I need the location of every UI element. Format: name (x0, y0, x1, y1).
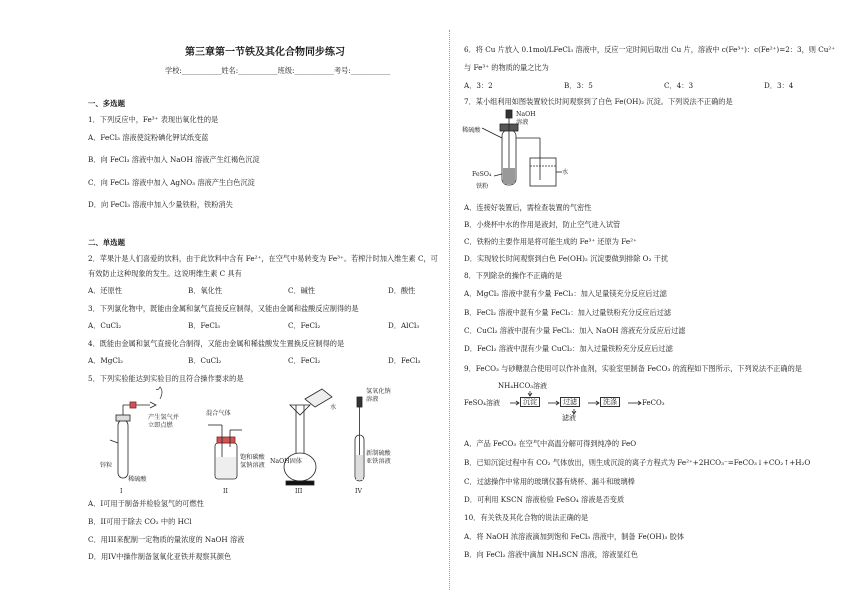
q5-option-a: A．I可用于制备并检验氢气的可燃性 (88, 499, 204, 508)
fig-label-zinc: 锌粒 (100, 462, 113, 469)
flow-arrows (464, 382, 724, 422)
q8-option-b: B．FeCl₂ 溶液中混有少量 FeCl₃：加入过量铁粉充分反应后过滤 (464, 308, 672, 317)
q4-option-b: B．CuCl₂ (188, 356, 222, 365)
q4-option-a: A．MgCl₂ (88, 356, 124, 365)
q6-option-b: B．3：5 (564, 81, 593, 90)
q7-label-feso4: FeSO₄ (472, 171, 492, 178)
q1-option-a: A．FeCl₃ 溶液使淀粉碘化钾试纸变蓝 (88, 133, 209, 142)
fig-label-I: I (120, 488, 123, 495)
q7-label-dilute: 稀硫酸 (462, 127, 481, 134)
fig-label-water: 水 (330, 404, 337, 411)
q8-option-c: C．CuCl₂ 溶液中混有少量 FeCl₃：加入 NaOH 溶液充分反应后过滤 (464, 326, 686, 335)
flow-step-wash: 洗涤 (600, 397, 620, 407)
q7-option-b: B．小烧杯中水的作用是液封，防止空气进入试管 (464, 220, 621, 229)
q2-options (88, 287, 488, 295)
q1-option-d: D．向 FeCl₃ 溶液中加入少量铁粉，铁粉消失 (88, 200, 233, 209)
q3-option-b: B．FeCl₃ (188, 321, 220, 330)
q10-option-a: A．将 NaOH 浓溶液滴加到饱和 FeCl₃ 溶液中，制备 Fe(OH)₃ 胶体 (464, 532, 685, 541)
q2-option-d: D．酸性 (388, 286, 416, 295)
fig-label-III: III (295, 488, 303, 495)
q7-label-water: 水 (562, 169, 569, 176)
fig-label-naoh-solid: NaOH固体 (270, 458, 302, 465)
right-column (450, 0, 860, 608)
q4-option-c: C．FeCl₂ (288, 356, 321, 365)
section-multi-choice: 一、多选题 (88, 99, 125, 108)
q5-option-d: D．用IV中操作制备氢氧化亚铁并观察其颜色 (88, 552, 232, 561)
q7-label-naoh: NaOH (516, 111, 536, 118)
q8-stem: 8．下列除杂的操作不正确的是 (464, 271, 563, 280)
q9-option-d: D．可利用 KSCN 溶液检验 FeSO₄ 溶液是否变质 (464, 495, 625, 504)
q3-option-c: C．FeCl₂ (288, 321, 321, 330)
fig-label-ignite: 产生氢气并 (148, 414, 179, 421)
q6-option-c: C．4：3 (664, 81, 694, 90)
q3-option-a: A．CuCl₂ (88, 321, 122, 330)
fig-label-ignite2: 立即点燃 (148, 422, 173, 429)
q5-stem: 5．下列实验能达到实验目的且符合操作要求的是 (88, 374, 244, 383)
q2-option-a: A．还原性 (88, 286, 122, 295)
fig-label-dilute-acid: 稀硫酸 (128, 476, 147, 483)
fig-label-naoh-solution2: 溶液 (366, 396, 379, 403)
q1-option-b: B．向 FeCl₃ 溶液中加入 NaOH 溶液产生红褐色沉淀 (88, 155, 260, 164)
q6-option-a: A．3：2 (464, 81, 493, 90)
fig1-test-tube (118, 420, 128, 478)
flow-start-label: FeSO₄溶液 (464, 399, 500, 407)
flow-reagent-label: NH₄HCO₃溶液 (498, 382, 548, 390)
q9-option-a: A．产品 FeCO₃ 在空气中高温分解可得到纯净的 FeO (464, 439, 637, 448)
fig-label-feso4-new2: 亚铁溶液 (366, 458, 391, 465)
q3-option-d: D．AlCl₃ (388, 321, 420, 330)
q6-option-d: D．3：4 (764, 81, 794, 90)
fig-label-mixed-gas: 混合气体 (206, 410, 231, 417)
page-title: 第三章第一节铁及其化合物同步练习 (185, 47, 345, 58)
q2-stem-line2: 有效防止这种现象的发生。这说明维生素 C 具有 (88, 269, 242, 278)
fig-label-IV: IV (355, 488, 362, 495)
q6-options (464, 82, 860, 90)
q10-stem: 10．有关铁及其化合物的说法正确的是 (464, 513, 589, 522)
q9-stem: 9．FeCO₃ 与砂糖混合使用可以作补血剂，实验室里制备 FeCO₃ 的流程如下图所示，下列说法不正确的是 (464, 364, 802, 373)
q7-option-d: D．实现较长时间观察到白色 Fe(OH)₂ 沉淀要做到排除 O₂ 干扰 (464, 254, 669, 263)
flow-filtrate-label: 滤液 (562, 414, 576, 422)
q7-label-naoh2: 溶液 (516, 119, 529, 126)
q7-stem: 7．某小组利用如图装置较长时间观察到了白色 Fe(OH)₂ 沉淀。下列说法不正确的是 (464, 97, 733, 106)
q6-stem-line1: 6．将 Cu 片放入 0.1mol/LFeCl₃ 溶液中，反应一定时间后取出 Cu 片，溶液中 c(Fe³⁺)：c(Fe²⁺)=2：3，则 Cu²⁺ (464, 45, 836, 54)
q4-stem: 4．既能由金属和氯气直接化合制得，又能由金属和稀盐酸发生置换反应制得的是 (88, 339, 345, 348)
q2-option-c: C．碱性 (288, 286, 316, 295)
q9-option-b: B．已知沉淀过程中有 CO₂ 气体放出，则生成沉淀的离子方程式为 Fe²⁺+2HCO₃⁻=FeCO₃↓+CO₂↑+H₂O (464, 458, 811, 467)
q5-option-b: B．II可用于除去 CO₂ 中的 HCl (88, 517, 192, 526)
q7-apparatus-figure (460, 108, 570, 198)
q10-option-b: B．向 FeCl₂ 溶液中滴加 NH₄SCN 溶液，溶液显红色 (464, 550, 638, 559)
fig1-stopper (116, 415, 130, 421)
flow-product-label: FeCO₃ (642, 399, 665, 407)
q6-stem-line2: 与 Fe³⁺ 的物质的量之比为 (464, 63, 549, 72)
q7-beaker (530, 158, 556, 186)
q4-options (88, 357, 488, 365)
fig-label-naoh-solution: 氢氧化钠 (366, 388, 391, 395)
q5-option-c: C．用III来配制一定物质的量浓度的 NaOH 溶液 (88, 535, 245, 544)
q3-stem: 3．下列氯化物中，既能由金属和氯气直接反应制得，又能由金属和盐酸反应制得的是 (88, 304, 359, 313)
flow-step-precipitate: 沉淀 (520, 397, 540, 407)
q2-stem-line1: 2．苹果汁是人们喜爱的饮料，由于此饮料中含有 Fe²⁺，在空气中易转变为 Fe³⁺。若榨汁时加入维生素 C，可 (88, 254, 438, 263)
q3-options (88, 322, 488, 330)
flow-step-filter: 过滤 (560, 397, 580, 407)
fig-label-II: II (223, 488, 228, 495)
q4-option-d: D．FeCl₃ (388, 356, 421, 365)
fig-label-saturated: 饱和碳酸 (240, 454, 265, 461)
q7-label-iron: 铁粉 (476, 183, 489, 190)
q7-option-c: C．铁粉的主要作用是将可能生成的 Fe³⁺ 还原为 Fe²⁺ (464, 237, 637, 246)
q8-option-a: A．MgCl₂ 溶液中混有少量 FeCl₃：加入足量镁充分反应后过滤 (464, 289, 667, 298)
q7-option-a: A．连接好装置后，需检查装置的气密性 (464, 203, 592, 212)
q2-option-b: B．氧化性 (188, 286, 223, 295)
fig-label-feso4-new: 新制硫酸 (366, 450, 391, 457)
q9-flow-diagram (464, 382, 724, 422)
q8-option-d: D．FeCl₂ 溶液中混有少量 CuCl₂：加入过量铁粉充分反应后过滤 (464, 344, 673, 353)
student-info-line: 学校:___________姓名:___________班级:___________考号:___________ (165, 66, 391, 75)
q9-option-c: C．过滤操作中常用的玻璃仪器有烧杯、漏斗和玻璃棒 (464, 477, 635, 486)
section-single-choice: 二、单选题 (88, 238, 125, 247)
q5-apparatus-figure (100, 385, 400, 497)
q1-stem: 1．下列反应中，Fe³⁺ 表现出氧化性的是 (88, 115, 219, 124)
q1-option-c: C．向 FeCl₃ 溶液中加入 AgNO₃ 溶液产生白色沉淀 (88, 178, 255, 187)
fig-label-saturated2: 氢钠溶液 (240, 462, 265, 469)
